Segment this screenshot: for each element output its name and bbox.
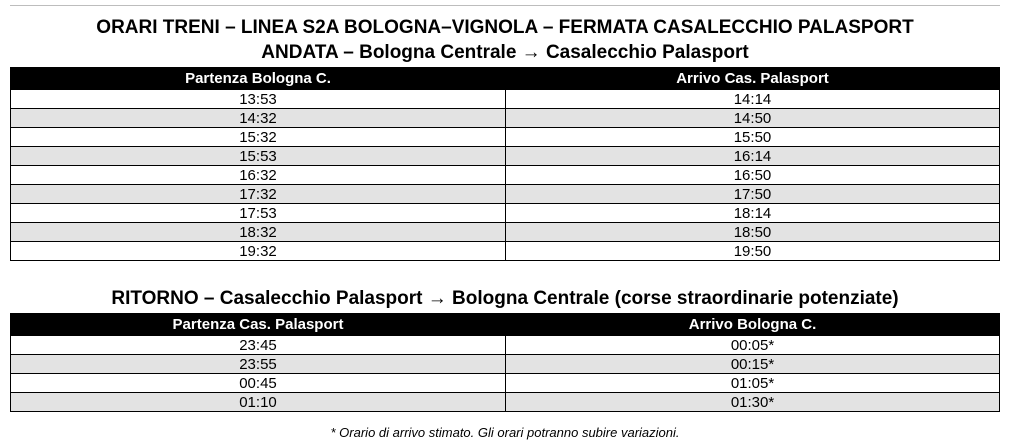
table-row — [11, 185, 1000, 204]
table-row — [11, 393, 1000, 412]
table-row — [11, 223, 1000, 242]
departure-time: 15:53 — [11, 147, 506, 166]
departure-time: 16:32 — [11, 166, 506, 185]
arrival-time: 16:50 — [506, 166, 1000, 185]
table-row — [11, 374, 1000, 393]
andata-section-title: ANDATA – Bologna Centrale → Casalecchio Palasport — [261, 42, 749, 63]
andata-column-header-departure: Partenza Bologna C. — [11, 68, 506, 90]
andata-header-row — [11, 68, 1000, 90]
page-title: ORARI TRENI – LINEA S2A BOLOGNA–VIGNOLA – FERMATA CASALECCHIO PALASPORT — [96, 17, 914, 38]
table-row — [11, 90, 1000, 109]
arrival-time: 17:50 — [506, 185, 1000, 204]
ritorno-column-header-departure: Partenza Cas. Palasport — [11, 314, 506, 336]
arrival-time: 01:05* — [506, 374, 1000, 393]
table-row — [11, 147, 1000, 166]
table-row — [11, 204, 1000, 223]
table-row — [11, 336, 1000, 355]
departure-time: 01:10 — [11, 393, 506, 412]
table-row — [11, 109, 1000, 128]
ritorno-header-row — [11, 314, 1000, 336]
arrival-time: 14:14 — [506, 90, 1000, 109]
arrival-time: 16:14 — [506, 147, 1000, 166]
departure-time: 23:45 — [11, 336, 506, 355]
table-row — [11, 128, 1000, 147]
table-row — [11, 242, 1000, 261]
departure-time: 23:55 — [11, 355, 506, 374]
footnote: * Orario di arrivo stimato. Gli orari potranno subire variazioni. — [330, 425, 680, 440]
table-row — [11, 166, 1000, 185]
departure-time: 17:53 — [11, 204, 506, 223]
ritorno-column-header-arrival: Arrivo Bologna C. — [506, 314, 1000, 336]
arrival-time: 15:50 — [506, 128, 1000, 147]
departure-time: 14:32 — [11, 109, 506, 128]
andata-column-header-arrival: Arrivo Cas. Palasport — [506, 68, 1000, 90]
andata-timetable — [10, 67, 1000, 261]
arrival-time: 01:30* — [506, 393, 1000, 412]
departure-time: 19:32 — [11, 242, 506, 261]
arrival-time: 00:05* — [506, 336, 1000, 355]
ritorno-section-title: RITORNO – Casalecchio Palasport → Bologna Centrale (corse straordinarie potenziate) — [111, 288, 899, 309]
arrival-time: 19:50 — [506, 242, 1000, 261]
departure-time: 17:32 — [11, 185, 506, 204]
ritorno-timetable — [10, 313, 1000, 412]
arrival-time: 14:50 — [506, 109, 1000, 128]
arrival-time: 00:15* — [506, 355, 1000, 374]
departure-time: 13:53 — [11, 90, 506, 109]
arrival-time: 18:50 — [506, 223, 1000, 242]
departure-time: 18:32 — [11, 223, 506, 242]
table-row — [11, 355, 1000, 374]
departure-time: 00:45 — [11, 374, 506, 393]
arrival-time: 18:14 — [506, 204, 1000, 223]
top-divider — [10, 5, 1000, 6]
departure-time: 15:32 — [11, 128, 506, 147]
